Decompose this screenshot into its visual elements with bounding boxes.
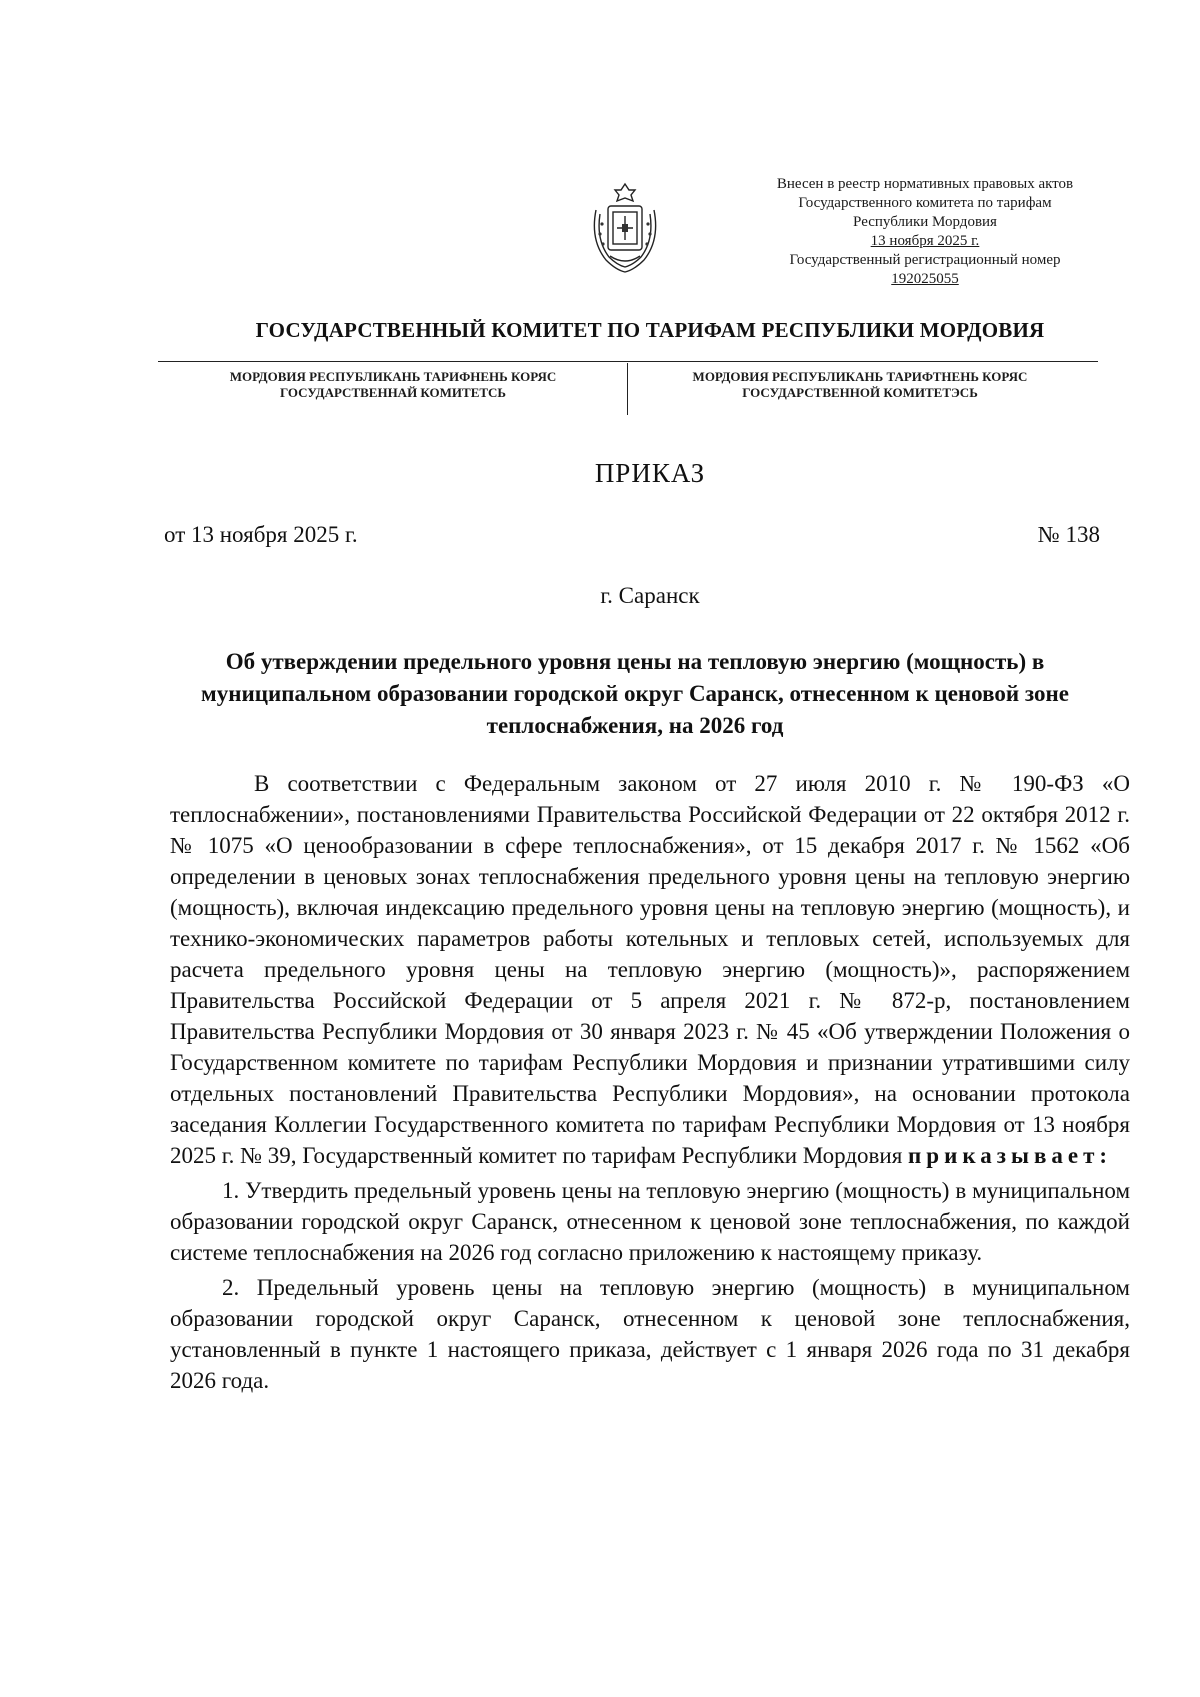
registry-date: 13 ноября 2025 г. xyxy=(870,233,980,249)
registry-line: Государственного комитета по тарифам xyxy=(798,195,1052,211)
preamble-text: В соответствии с Федеральным законом от 27 июля 2010 г. № 190-ФЗ «О теплоснабжении», постановлениями Правительства Российской Федерации от 22 октября 2012 г. № 1075 «О ценообразовании в сфере теплоснабжения», от 15 декабря 2017 г. № 1562 «Об определении в ценовых зонах теплоснабжения предельного уровня цены на тепловую энергию (мощность), включая индексацию предельного уровня цены на тепловую энергию (мощность), и технико-экономических параметров работы котельных и тепловых сетей, используемых для расчета предельного уровня цены на тепловую энергию (мощность)», распоряжением Правительства Российской Федерации от 5 апреля 2021 г. № 872-р, постановлением Правительства Республики Мордовия от 30 января 2023 г. № 45 «Об утверждении Положения о Государственном комитете по тарифам Республики Мордовия и признании утратившими силу отдельных постановлений Правительства Республики Мордовия», на основании протокола заседания Коллегии Государственного комитета по тарифам Республики Мордовия от 13 ноября 2025 г. № 39, Государственный комитет по тарифам Республики Мордовия xyxy=(170,771,1130,1168)
registry-stamp xyxy=(735,175,1115,289)
organization-title: ГОСУДАРСТВЕННЫЙ КОМИТЕТ ПО ТАРИФАМ РЕСПУБЛИКИ МОРДОВИЯ xyxy=(255,318,1045,342)
header-divider xyxy=(158,361,1098,362)
document-date: от 13 ноября 2025 г. xyxy=(164,522,358,547)
header-vertical-divider xyxy=(627,363,628,415)
document-city: г. Саранск xyxy=(600,583,700,608)
org-name-line: МОРДОВИЯ РЕСПУБЛИКАНЬ ТАРИФНЕНЬ КОРЯС xyxy=(229,369,557,384)
registry-line: Республики Мордовия xyxy=(853,214,997,230)
org-name-moksha xyxy=(178,369,608,401)
org-name-erzya xyxy=(640,369,1080,401)
registry-line: Государственный регистрационный номер xyxy=(789,252,1061,268)
document-number: № 138 xyxy=(1037,522,1100,547)
document-body xyxy=(170,768,1130,1396)
registry-line: Внесен в реестр нормативных правовых актов xyxy=(776,176,1074,192)
order-verb: приказывает: xyxy=(908,1143,1113,1168)
org-name-line: МОРДОВИЯ РЕСПУБЛИКАНЬ ТАРИФТНЕНЬ КОРЯС xyxy=(692,369,1028,384)
body-paragraph-1: 1. Утвердить предельный уровень цены на тепловую энергию (мощность) в муниципальном образовании городской округ Саранск, отнесенном к ценовой зоне теплоснабжения, по каждой системе теплоснабжения на 2026 год согласно приложению к настоящему приказу. xyxy=(170,1178,1130,1265)
coat-of-arms-emblem xyxy=(588,180,662,276)
body-paragraph-preamble xyxy=(170,768,1130,1171)
body-paragraph-2: 2. Предельный уровень цены на тепловую энергию (мощность) в муниципальном образовании городской округ Саранск, отнесенном к ценовой зоне теплоснабжения, установленный в пункте 1 настоящего приказа, действует с 1 января 2026 года по 31 декабря 2026 года. xyxy=(170,1275,1130,1393)
org-name-line: ГОСУДАРСТВЕННОЙ КОМИТЕТЭСЬ xyxy=(742,385,978,400)
document-type: ПРИКАЗ xyxy=(594,458,706,488)
registry-number: 192025055 xyxy=(891,271,959,287)
org-name-line: ГОСУДАРСТВЕННАЙ КОМИТЕТСЬ xyxy=(279,385,507,400)
document-title: Об утверждении предельного уровня цены на тепловую энергию (мощность) в муниципальном образовании городской округ Саранск, отнесенном к ценовой зоне теплоснабжения, на 2026 год xyxy=(201,649,1069,738)
